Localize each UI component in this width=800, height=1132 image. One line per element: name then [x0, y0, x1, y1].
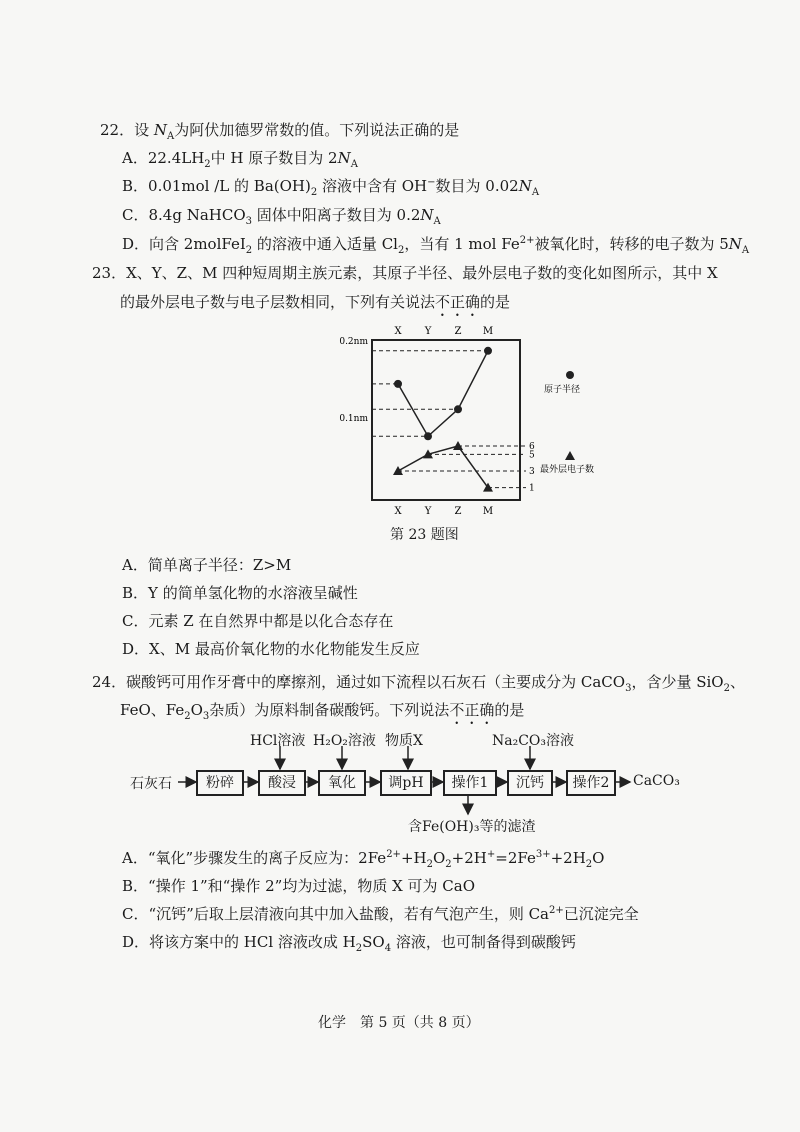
x-tick-top-M: M [482, 326, 494, 337]
electron-line [398, 446, 488, 488]
q24-option-b: B．“操作 1”和“操作 2”均为过滤，物质 X 可为 CaO [122, 877, 476, 895]
flow-input-na2co3: Na₂CO₃溶液 [492, 733, 575, 749]
q23-stem-line1: 23．X、Y、Z、M 四种短周期主族元素，其原子半径、最外层电子数的变化如图所示，其中 X [92, 264, 718, 282]
x-tick-bottom-X: X [394, 506, 402, 517]
q24-stem-line2: FeO、$Fe_2O_3$杂质）为原料制备碳酸钙。下列说法不正确的是 [120, 701, 525, 722]
right-tick-3: 3 [529, 467, 535, 477]
q23-stem-line2: 的最外层电子数与电子层数相同，下列有关说法不正确的是 [120, 293, 511, 311]
right-tick-5: 5 [529, 450, 535, 461]
y-tick-0.1nm: 0.1nm [339, 414, 368, 424]
page-footer: 化学 第 5 页（共 8 页） [318, 1015, 480, 1031]
q24-stem-line1: 24．碳酸钙可用作牙膏中的摩擦剂，通过如下流程以石灰石（主要成分为 CaCO$_3$，含少量 SiO$_2$、 [92, 673, 745, 694]
radius-point-Z [454, 405, 462, 413]
radius-line [398, 351, 488, 436]
q22-option-c: C．8.4g NaHCO$_3$ 固体中阳离子数目为 $0.2N_A$ [122, 206, 441, 227]
q23-option-b: B．Y 的简单氢化物的水溶液呈碱性 [122, 584, 358, 602]
q23-figure-caption: 第 23 题图 [390, 527, 459, 543]
q23-chart [330, 320, 620, 520]
q24-flow-diagram [130, 730, 710, 840]
q22-option-b: B．0.01mol /L 的 $Ba(OH)_2$ 溶液中含有 OH−数目为 $0.02N_A$ [122, 177, 540, 198]
flow-step-7: 操作2 [566, 770, 616, 796]
q23-option-a: A．简单离子半径：Z>M [122, 556, 292, 574]
flow-input-x: 物质X [385, 733, 423, 749]
flow-step-1: 粉碎 [196, 770, 244, 796]
flow-start: 石灰石 [130, 776, 172, 792]
legend-radius-label: 原子半径 [544, 385, 581, 395]
q22-option-d: D．向含 2molFeI$_2$ 的溶液中通入适量 $Cl_2$，当有 1 mol $Fe^{2+}$被氧化时，转移的电子数为 $5N_A$ [122, 235, 750, 256]
x-tick-bottom-Y: Y [424, 506, 432, 517]
x-tick-top-Z: Z [454, 326, 462, 337]
flow-step-5: 操作1 [443, 770, 497, 796]
y-tick-0.2nm: 0.2nm [339, 337, 368, 347]
right-tick-1: 1 [529, 483, 535, 494]
radius-point-X [394, 380, 402, 388]
q24-option-a: A．“氧化”步骤发生的离子反应为：$2Fe^{2+}+H_2O_2+2H^+=2Fe^{3+}+2H_2O$ [122, 849, 605, 870]
q24-option-d: D．将该方案中的 HCl 溶液改成 $H_2SO_4$ 溶液，也可制备得到碳酸钙 [122, 933, 576, 954]
legend-radius-marker [566, 371, 574, 379]
flow-output-residue: 含Fe(OH)₃等的滤渣 [408, 819, 536, 835]
x-tick-bottom-M: M [482, 506, 494, 517]
flow-step-4: 调pH [380, 770, 432, 796]
flow-input-h2o2: H₂O₂溶液 [313, 733, 376, 749]
right-tick-6: 6 [529, 442, 535, 452]
legend-electron-label: 最外层电子数 [540, 465, 595, 475]
q23-option-d: D．X、M 最高价氧化物的水化物能发生反应 [122, 640, 420, 658]
legend-electron-marker [565, 451, 575, 460]
flow-step-6: 沉钙 [507, 770, 553, 796]
x-tick-top-Y: Y [424, 326, 432, 337]
radius-point-M [484, 347, 492, 355]
flow-input-hcl: HCl溶液 [250, 733, 306, 749]
flow-step-3: 氧化 [318, 770, 366, 796]
flow-end: CaCO₃ [633, 773, 680, 789]
q23-option-c: C．元素 Z 在自然界中都是以化合态存在 [122, 612, 394, 630]
q24-option-c: C．“沉钙”后取上层清液向其中加入盐酸，若有气泡产生，则 $Ca^{2+}$已沉淀完全 [122, 905, 639, 923]
x-tick-bottom-Z: Z [454, 506, 462, 517]
radius-point-Y [424, 432, 432, 440]
q22-stem: 22．设 $N_A$为阿伏加德罗常数的值。下列说法正确的是 [100, 121, 460, 142]
q22-option-a: A．$22.4LH_2$中 H 原子数目为 $2N_A$ [122, 149, 358, 170]
x-tick-top-X: X [394, 326, 402, 337]
flow-step-2: 酸浸 [258, 770, 306, 796]
